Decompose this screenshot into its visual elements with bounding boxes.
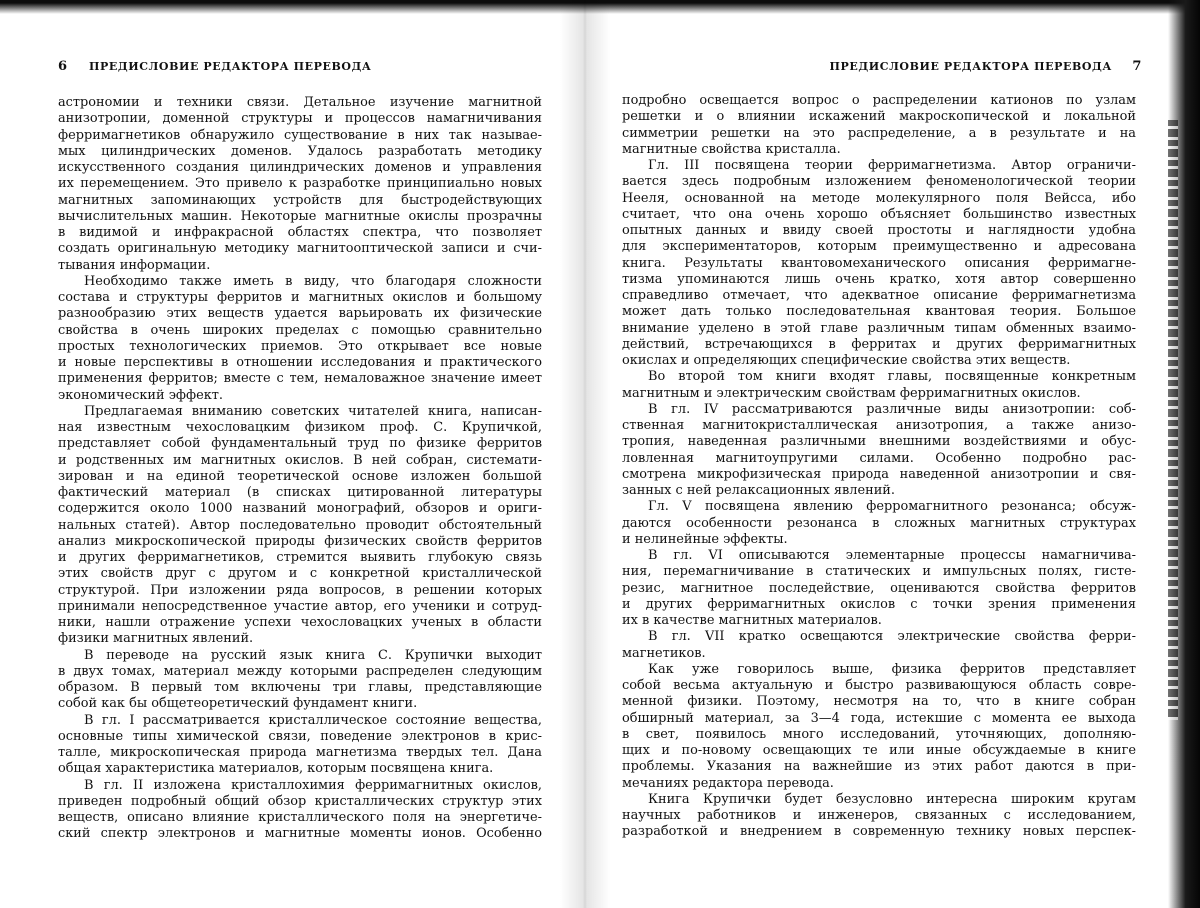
text-line: обширный материал, за 3—4 года, истекшие с момента ее выхода <box>622 710 1136 726</box>
text-line: в двух томах, материал между которыми распределен следующим <box>58 663 542 679</box>
text-line: и других ферримагнитных окислов с точки зрения применения <box>622 596 1136 612</box>
text-line: этих свойств друг с другом и с конкретной кристаллической <box>58 566 542 582</box>
text-line: считает, что она очень хорошо объясняет большинство известных <box>622 206 1136 222</box>
text-line: ферримагнетиков обнаружило существование в них так называе- <box>58 127 542 143</box>
text-line: нальных статей). Автор последовательно проводит обстоятельный <box>58 517 542 533</box>
text-line: зирован и на единой теоретической основе изложен большой <box>58 468 542 484</box>
page-number: 7 <box>1132 59 1142 74</box>
text-line: проблемы. Указания на важнейшие из этих работ даются в при- <box>622 759 1136 775</box>
text-line: ники, нашли отражение успехи чехословацких ученых в области <box>58 615 542 630</box>
text-line: и нелинейные эффекты. <box>622 531 788 547</box>
text-line: общая характеристика материалов, которым посвящена книга. <box>58 761 494 777</box>
text-line: мечаниях редактора перевода. <box>622 775 834 791</box>
text-line: веществ, описано влияние кристаллического поля на энергетиче- <box>58 810 542 825</box>
text-line: искусственного создания цилиндрических доменов и управления <box>58 160 542 175</box>
text-line: Как уже говорилось выше, физика ферритов представляет <box>648 661 1136 677</box>
text-line: Во второй том книги входят главы, посвященные конкретным <box>648 369 1136 385</box>
text-line: состава и структуры ферритов и магнитных окислов и большому <box>58 290 542 305</box>
text-line: магнитных запоминающих устройств для быстродействующих <box>58 192 542 208</box>
text-line: окислах и определяющих специфические свойства этих веществ. <box>622 353 1071 368</box>
text-line: Гл. V посвящена явлению ферромагнитного резонанса; обсуж- <box>648 499 1136 515</box>
text-line: Книга Крупички будет безусловно интересна широким кругам <box>648 791 1136 807</box>
book-gutter <box>560 0 610 908</box>
text-line: их в качестве магнитных материалов. <box>622 613 882 628</box>
text-line: содержится около 1000 названий монографий, обзоров и ориги- <box>58 501 542 517</box>
left-page <box>58 0 548 908</box>
text-line: решетки и о влиянии искажений макроскопической и локальной <box>622 109 1136 125</box>
text-line: Гл. III посвящена теории ферримагнетизма. Автор ограничи- <box>648 158 1136 173</box>
text-line: справедливо отмечает, что адекватное описание ферримагнетизма <box>622 288 1136 303</box>
text-line: ния, перемагничивание в статических и импульсных полях, гисте- <box>622 564 1136 580</box>
text-line: тывания информации. <box>58 257 211 273</box>
text-line: приведен подробный общий обзор кристаллических структур этих <box>58 793 542 809</box>
text-line: представляет собой фундаментальный труд по физике ферритов <box>58 436 542 452</box>
text-line: основные типы химической связи, поведение электронов в крис- <box>58 728 542 744</box>
text-line: анизотропии, доменной структуры и процессов намагничивания <box>58 111 542 127</box>
text-line: вычислительных машин. Некоторые магнитные окислы прозрачны <box>58 208 542 224</box>
text-line: свойства в очень широких пределах с помощью сравнительно <box>58 322 542 338</box>
text-line: в свет, появилось много исследований, уточняющих, дополняю- <box>622 726 1136 742</box>
scan-edge-noise <box>1168 120 1178 720</box>
text-line: может дать только последовательная квантовая теория. Большое <box>622 304 1136 320</box>
text-line: тропия, наведенная различными внешними воздействиями и обус- <box>622 434 1136 450</box>
text-line: опытных данных и ввиду своей простоты и наглядности удобна <box>622 223 1136 238</box>
text-line: их перемещением. Это привело к разработке принципиально новых <box>58 176 542 192</box>
text-line: тизма упоминаются лишь очень кратко, хотя автор совершенно <box>622 271 1136 287</box>
text-line: внимание уделено в этой главе различным типам обменных взаимо- <box>622 320 1136 336</box>
text-line: образом. В первый том включены три главы, представляющие <box>58 680 542 695</box>
text-line: Необходимо также иметь в виду, что благодаря сложности <box>84 273 542 289</box>
text-line: даются особенности резонанса в сложных магнитных структурах <box>622 515 1136 531</box>
text-line: магнитным и электрическим свойствам ферримагнитных окислов. <box>622 385 1081 401</box>
text-line: применения ферритов; вместе с тем, немаловажное значение имеет <box>58 371 542 387</box>
text-line: В гл. II изложена кристаллохимия ферримагнитных окислов, <box>84 777 542 793</box>
text-line: ственная магнитокристаллическая анизотропия, а также анизо- <box>622 418 1136 433</box>
text-line: физики магнитных явлений. <box>58 631 254 647</box>
text-line: ский спектр электронов и магнитные моменты ионов. Особенно <box>58 826 542 842</box>
text-line: и родственных им магнитных окислов. В ней собран, системати- <box>58 452 542 468</box>
right-body-text <box>622 93 1136 841</box>
text-line: талле, микроскопическая природа магнетизма твердых тел. Дана <box>58 745 542 760</box>
text-line: В гл. IV рассматриваются различные виды анизотропии: соб- <box>648 401 1136 417</box>
text-line: В гл. VI описываются элементарные процессы намагничива- <box>648 548 1136 563</box>
text-line: ловленная магнитоупругими силами. Особенно подробно рас- <box>622 450 1136 466</box>
text-line: магнитные свойства кристалла. <box>622 141 841 157</box>
text-line: создать оригинальную методику магнитооптической записи и счи- <box>58 241 542 257</box>
text-line: В гл. I рассматривается кристаллическое состояние вещества, <box>84 712 542 728</box>
text-line: Нееля, основанной на методе молекулярного поля Вейсса, ибо <box>622 190 1136 206</box>
text-line: астрономии и техники связи. Детальное изучение магнитной <box>58 95 542 110</box>
text-line: В переводе на русский язык книга С. Крупички выходит <box>84 647 542 663</box>
text-line: симметрии решетки на это распределение, а в результате и на <box>622 125 1136 141</box>
text-line: структурой. При изложении ряда вопросов, в решении которых <box>58 582 542 598</box>
left-body-text <box>58 95 542 843</box>
text-line: и других ферримагнетиков, стремится выявить глубокую связь <box>58 550 542 565</box>
text-line: щих и по-новому освещающих те или иные обсуждаемые в книге <box>622 743 1136 758</box>
text-line: смотрена микрофизическая природа наведенной анизотропии и свя- <box>622 466 1136 482</box>
text-line: принимали непосредственное участие автор, его ученики и сотруд- <box>58 598 542 614</box>
text-line: ная известным чехословацким физиком проф. С. Крупичкой, <box>58 420 542 435</box>
text-line: фактический материал (в списках цитированной литературы <box>58 485 542 500</box>
text-line: для экспериментаторов, которым преимущественно и адресована <box>622 239 1136 255</box>
text-line: в видимой и инфракрасной областях спектра, что позволяет <box>58 225 542 240</box>
text-line: книга. Результаты квантовомеханического описания ферримагне- <box>622 255 1136 271</box>
left-running-header <box>58 60 548 78</box>
right-page <box>622 0 1142 908</box>
text-line: магнетиков. <box>622 645 706 661</box>
text-line: занных с ней релаксационных явлений. <box>622 483 896 498</box>
text-line: подробно освещается вопрос о распределении катионов по узлам <box>622 93 1136 108</box>
text-line: действий, встречающихся в ферритах и других ферримагнитных <box>622 336 1136 352</box>
text-line: мых цилиндрических доменов. Удалось разработать методику <box>58 143 542 159</box>
text-line: В гл. VII кратко освещаются электрические свойства ферри- <box>648 629 1136 645</box>
right-running-header <box>622 60 1142 78</box>
text-line: Предлагаемая вниманию советских читателей книга, написан- <box>84 403 542 419</box>
text-line: менной физики. Поэтому, несмотря на то, что в книге собран <box>622 694 1136 710</box>
text-line: простых технологических приемов. Это открывает все новые <box>58 338 542 354</box>
text-line: экономический эффект. <box>58 387 224 403</box>
text-line: вается здесь подробным изложением феноменологической теории <box>622 174 1136 190</box>
text-line: разработкой и внедрением в современную технику новых перспек- <box>622 824 1136 840</box>
text-line: и новые перспективы в отношении исследования и практического <box>58 355 542 370</box>
running-head-title: ПРЕДИСЛОВИЕ РЕДАКТОРА ПЕРЕВОДА <box>89 60 372 73</box>
text-line: анализ микроскопической природы физических свойств ферритов <box>58 533 542 549</box>
text-line: научных работников и инженеров, связанных с исследованием, <box>622 808 1136 823</box>
page-number: 6 <box>58 59 68 74</box>
text-line: резис, магнитное последействие, оцениваются свойства ферритов <box>622 580 1136 596</box>
text-line: собой как бы общетеоретический фундамент книги. <box>58 696 418 712</box>
text-line: разнообразию этих веществ удается варьировать их физические <box>58 306 542 322</box>
text-line: собой весьма актуальную и быстро развивающуюся область совре- <box>622 678 1136 693</box>
running-head-title: ПРЕДИСЛОВИЕ РЕДАКТОРА ПЕРЕВОДА <box>829 60 1112 73</box>
